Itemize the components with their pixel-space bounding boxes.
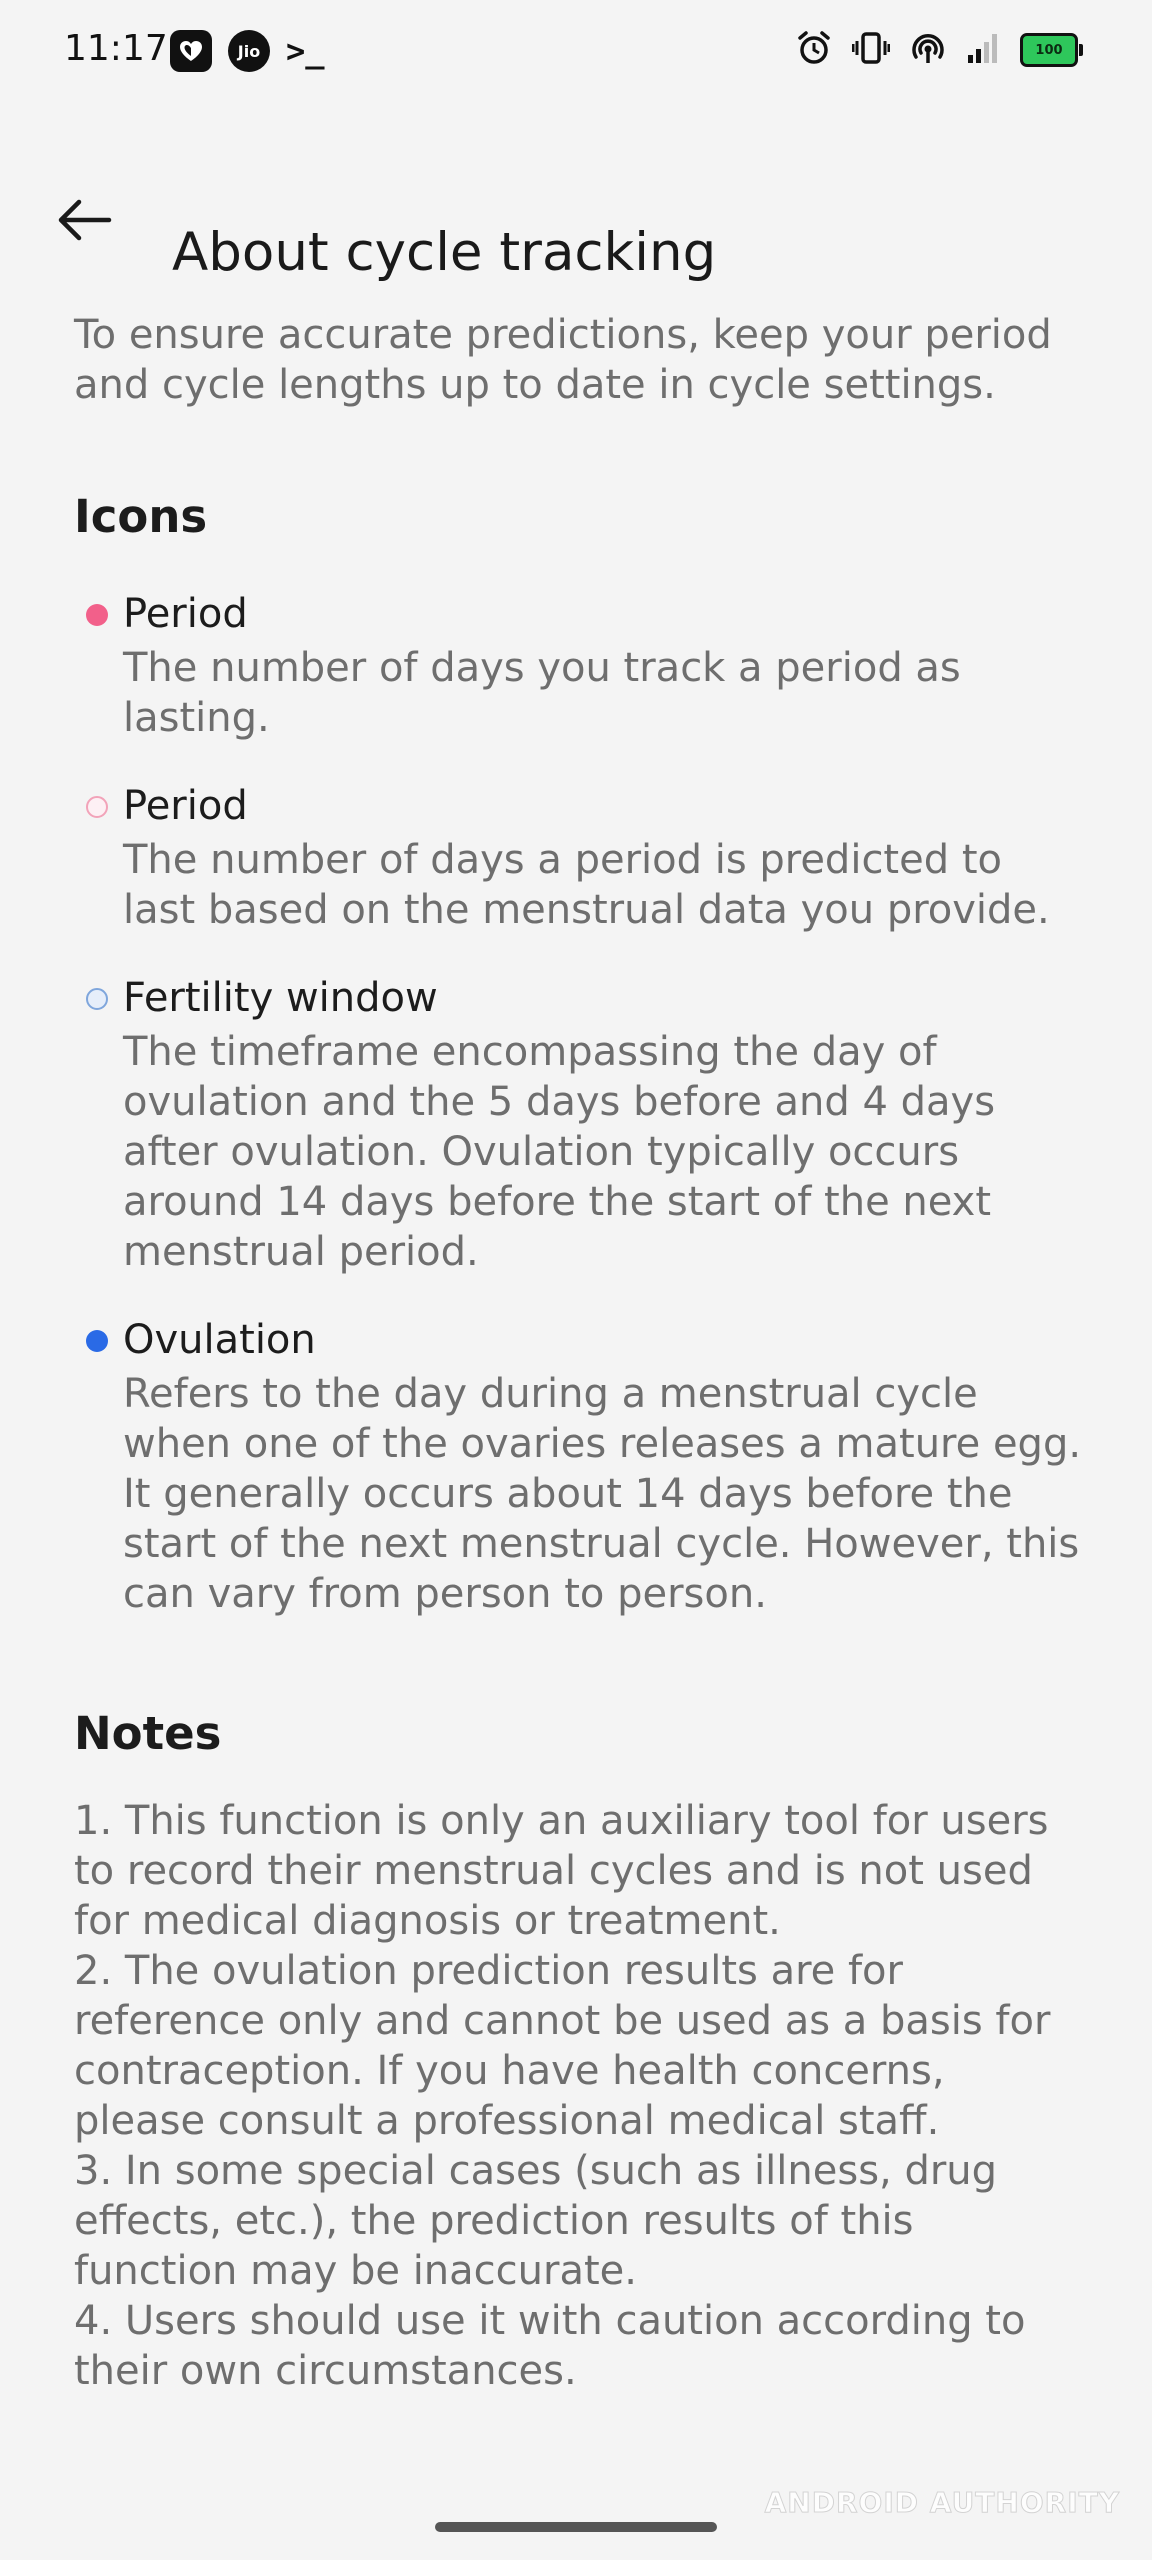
vibrate-icon — [852, 31, 890, 69]
alarm-icon — [796, 30, 832, 70]
legend-item-period-tracked — [74, 587, 1084, 743]
legend-item-description: The timeframe encompassing the day of ovulation and the 5 days before and 4 days after ovulation. Ovulation typically occurs around 14 days before the start of the next menstrual period. — [123, 1029, 996, 1275]
status-left-icons — [170, 30, 325, 72]
legend-item-title: Period — [123, 783, 248, 829]
status-right-icons — [796, 30, 1078, 70]
note-line: 4. Users should use it with caution according to their own circumstances. — [74, 2298, 1026, 2394]
legend-item-description: Refers to the day during a menstrual cycle when one of the ovaries releases a mature egg. It generally occurs about 14 days before the start of the next menstrual cycle. However, this can vary from person to person. — [123, 1371, 1082, 1617]
legend-item-description: The number of days you track a period as lasting. — [123, 645, 961, 741]
legend-item-description: The number of days a period is predicted to last based on the menstrual data you provide. — [123, 837, 1050, 933]
legend-item-title: Fertility window — [123, 975, 438, 1021]
signal-icon — [966, 31, 1000, 69]
filled-blue-dot-icon — [86, 1330, 108, 1352]
icons-section-title: Icons — [74, 490, 208, 543]
note-line: 1. This function is only an auxiliary tool for users to record their menstrual cycles and is not used for medical diagnosis or treatment. — [74, 1798, 1049, 1944]
legend-item-fertility-window — [74, 971, 1084, 1277]
watermark: ANDROID AUTHORITY — [764, 2486, 1120, 2519]
status-bar — [0, 0, 1152, 104]
legend-item-title: Ovulation — [123, 1317, 316, 1363]
note-line: 3. In some special cases (such as illness, drug effects, etc.), the prediction results of this function may be inaccurate. — [74, 2148, 998, 2294]
note-line: 2. The ovulation prediction results are for reference only and cannot be used as a basis for contraception. If you have health concerns, please consult a professional medical staff. — [74, 1948, 1051, 2144]
main-content — [74, 310, 1084, 2396]
outline-pink-dot-icon — [86, 796, 108, 818]
heart-app-icon — [170, 30, 212, 72]
page-title: About cycle tracking — [172, 221, 717, 283]
status-time: 11:17 — [64, 28, 168, 69]
app-header — [0, 170, 1152, 283]
battery-icon: 100 — [1020, 33, 1078, 67]
legend-item-title: Period — [123, 591, 248, 637]
legend-item-period-predicted — [74, 779, 1084, 935]
jio-icon: Jio — [228, 30, 270, 72]
gesture-nav-handle[interactable] — [435, 2522, 717, 2532]
filled-pink-dot-icon — [86, 604, 108, 626]
notes-body — [74, 1796, 1084, 2396]
back-arrow-icon — [55, 198, 113, 246]
legend-item-ovulation — [74, 1313, 1084, 1619]
notes-section-title: Notes — [74, 1707, 222, 1760]
intro-text: To ensure accurate predictions, keep your period and cycle lengths up to date in cycle settings. — [74, 312, 1052, 408]
outline-blue-dot-icon — [86, 988, 108, 1010]
hotspot-icon — [910, 31, 946, 69]
back-button[interactable] — [44, 182, 124, 262]
terminal-icon: >_ — [286, 32, 325, 70]
icon-legend-list — [74, 587, 1084, 1619]
